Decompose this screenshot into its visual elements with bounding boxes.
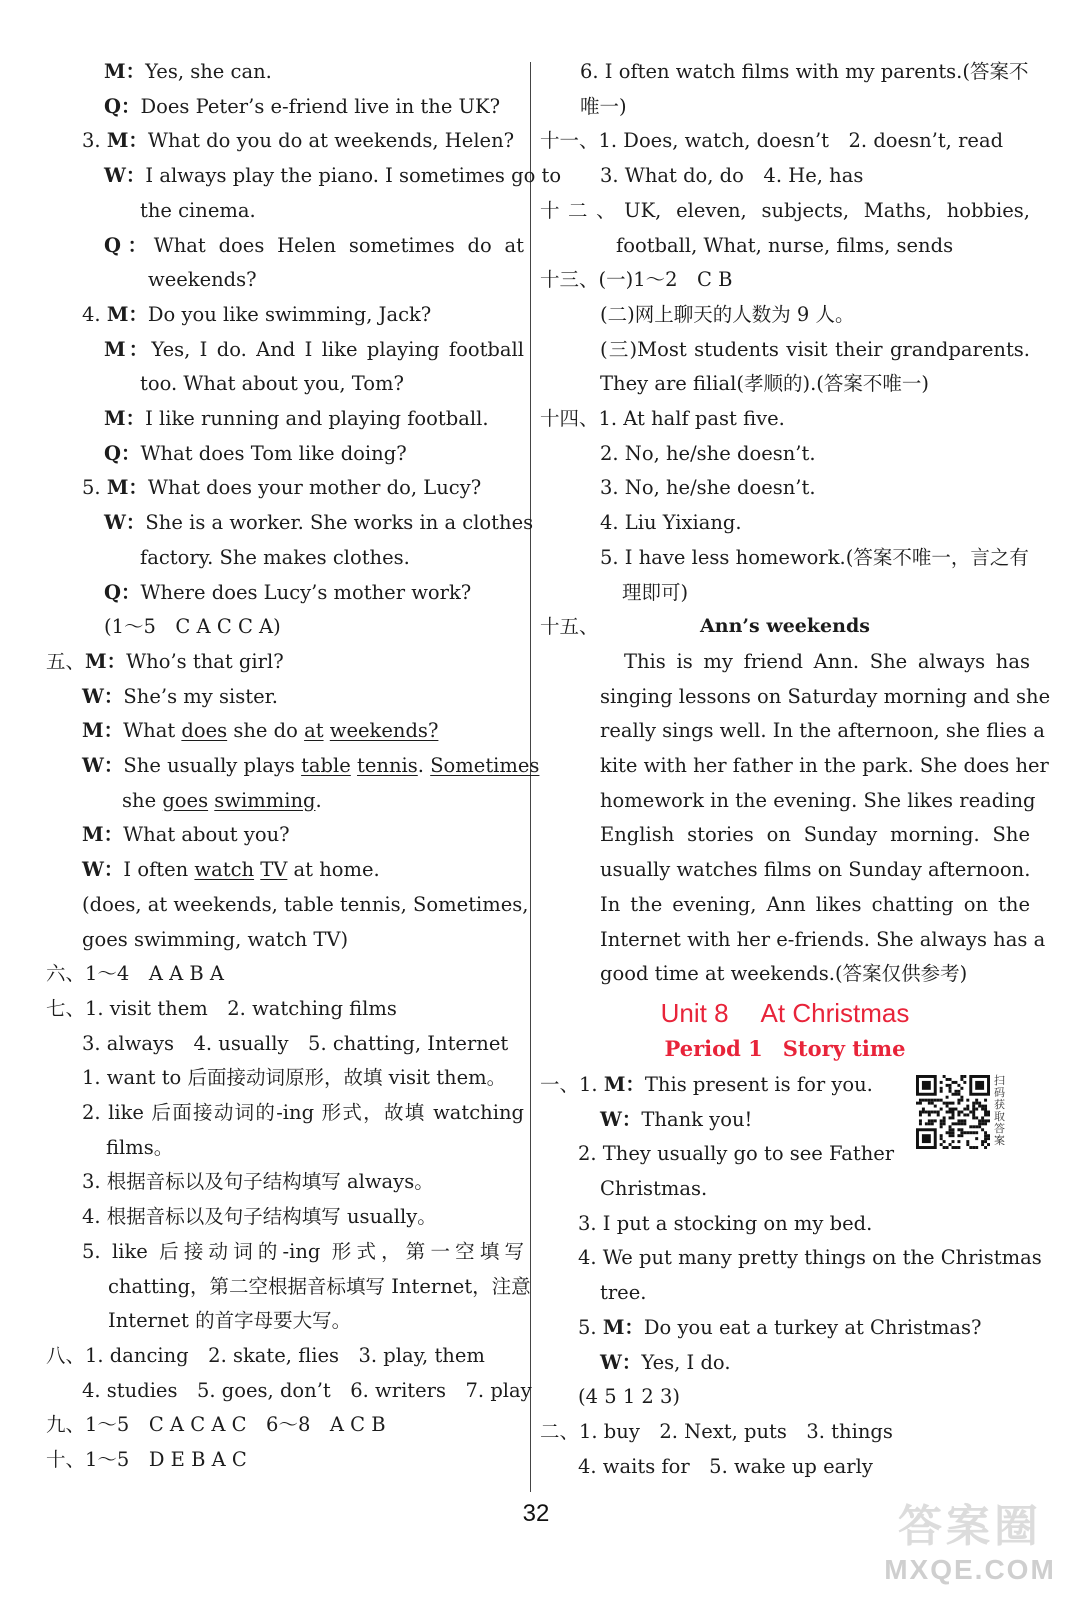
line-text: What about you? — [123, 823, 290, 847]
speaker-label: M — [85, 649, 107, 673]
text-line — [46, 1060, 524, 1095]
item-number: 5. — [578, 1315, 603, 1339]
underlined-answer: table — [301, 754, 351, 777]
colon: ： — [103, 754, 124, 777]
text-line — [46, 1130, 524, 1165]
line-text: In the evening, Ann likes chatting on the — [600, 892, 1030, 916]
text-line — [46, 1095, 524, 1130]
line-part: She usually plays — [123, 754, 302, 777]
line-text: 3. No, he/she doesn’t. — [600, 476, 816, 500]
line-text: She is a worker. She works in a clothes — [145, 511, 534, 535]
text-line — [540, 956, 1030, 991]
speaker-label: W — [600, 1350, 622, 1374]
line-text: Do you like swimming, Jack? — [147, 302, 432, 326]
colon: ： — [128, 129, 148, 153]
line-text: 4. We put many pretty things on the Christmas — [578, 1246, 1042, 1270]
text-line — [46, 89, 524, 124]
line-text: 2. No, he/she doesn’t. — [600, 441, 816, 465]
text-line — [46, 575, 524, 610]
speaker-label: W — [82, 858, 104, 882]
text-line — [46, 123, 524, 158]
qr-code-icon — [916, 1075, 990, 1149]
text-line — [46, 1338, 524, 1373]
text-line — [46, 470, 524, 505]
line-text: (1～5 C A C C A) — [104, 615, 281, 639]
underlined-answer: at — [304, 719, 324, 743]
item-number: 五、 — [46, 649, 86, 673]
line-text: I always play the piano. I sometimes go to — [145, 164, 562, 188]
line-text: 七、1. visit them 2. watching films — [46, 996, 397, 1020]
line-text: Internet 的首字母要大写。 — [108, 1309, 352, 1333]
text-line — [540, 575, 1030, 610]
line-text: 十、1～5 D E B A C — [46, 1448, 247, 1471]
text-line — [540, 1240, 1042, 1275]
text-line — [540, 540, 1030, 575]
text-line — [540, 297, 1030, 332]
line-text: Do you eat a turkey at Christmas? — [643, 1315, 982, 1339]
line-text: 2. like 后面接动词的-ing 形式，故填 watching — [82, 1101, 524, 1124]
text-line — [46, 956, 524, 991]
speaker-label: W — [104, 164, 126, 188]
line-part: she — [122, 788, 163, 812]
text-line — [46, 817, 524, 852]
speaker-label: W — [600, 1107, 622, 1131]
text-line — [46, 852, 524, 887]
line-text: Where does Lucy’s mother work? — [140, 580, 472, 604]
text-line — [540, 1171, 1030, 1206]
speaker-label: W — [82, 754, 104, 777]
speaker-label: M — [104, 407, 126, 430]
text-line — [46, 1026, 524, 1061]
text-line — [46, 609, 524, 644]
text-line — [46, 297, 524, 332]
text-line — [540, 679, 1051, 714]
line-text: (三)Most students visit their grandparents. — [600, 337, 1030, 361]
colon: ： — [624, 1315, 644, 1339]
line-text: 二、1. buy 2. Next, puts 3. things — [540, 1419, 893, 1443]
line-text: 八、1. dancing 2. skate, flies 3. play, them — [46, 1343, 485, 1367]
colon: ： — [128, 302, 148, 326]
colon: ： — [128, 476, 148, 500]
text-line — [540, 1275, 1030, 1310]
text-line — [540, 228, 1030, 263]
line-text: 3. always 4. usually 5. chatting, Internet — [82, 1031, 509, 1055]
line-text: 3. I put a stocking on my bed. — [578, 1211, 873, 1235]
watermark-cn: 答案圈 — [898, 1502, 1042, 1551]
line-text: What do you do at weekends, Helen? — [147, 129, 515, 153]
line-text: goes swimming, watch TV) — [82, 927, 349, 951]
line-text: What does Helen sometimes do at — [153, 233, 524, 257]
period-number: Period 1 — [664, 1035, 763, 1061]
text-line — [540, 505, 1030, 540]
line-text: They are filial(孝顺的).(答案不唯一) — [600, 372, 929, 396]
speaker-label: M — [82, 719, 104, 743]
text-line — [46, 1199, 524, 1234]
essay-title: Ann’s weekends — [700, 615, 870, 638]
text-line — [540, 193, 1030, 228]
text-line — [540, 1206, 1030, 1241]
line-text: football, What, nurse, films, sends — [616, 233, 954, 257]
line-text: English stories on Sunday morning. She — [600, 823, 1030, 847]
text-line — [540, 89, 1030, 124]
line-part: she do — [227, 719, 305, 743]
line-text: really sings well. In the afternoon, she flies a — [600, 719, 1045, 743]
underlined-answer: swimming — [214, 788, 316, 812]
line-text: 十二、UK, eleven, subjects, Maths, hobbies, — [540, 198, 1030, 222]
speaker-label: M — [603, 1072, 626, 1096]
line-text: 十四、1. At half past five. — [540, 407, 785, 430]
speaker-label: M — [104, 60, 126, 83]
page-number: 32 — [522, 1500, 550, 1527]
text-line — [46, 436, 524, 471]
colon: ： — [125, 511, 146, 535]
text-line — [46, 1303, 524, 1338]
line-text: 6. I often watch films with my parents.(答案不 — [580, 60, 1029, 83]
text-line — [540, 470, 1030, 505]
line-text: good time at weekends.(答案仅供参考) — [600, 962, 968, 986]
speaker-label: M — [106, 302, 129, 326]
text-line — [46, 991, 524, 1026]
text-line — [540, 887, 1030, 922]
text-line — [540, 436, 1030, 471]
text-line — [540, 1310, 1030, 1345]
text-line — [46, 193, 524, 228]
line-text: 4. waits for 5. wake up early — [578, 1454, 873, 1478]
text-line — [46, 228, 524, 263]
item-number: 一、1. — [540, 1072, 604, 1096]
line-text: This is my friend Ann. She always has — [600, 649, 1030, 673]
colon: ： — [121, 441, 141, 465]
colon: ： — [103, 684, 124, 708]
text-line — [540, 748, 1049, 783]
item-number: 5. — [82, 476, 107, 500]
speaker-label: M — [82, 823, 104, 847]
text-line — [46, 262, 524, 297]
speaker-label: Q — [104, 441, 121, 465]
line-text: 十五、 — [540, 615, 599, 639]
period-title: Story time — [782, 1035, 906, 1061]
speaker-label: W — [104, 511, 126, 535]
line-text: homework in the evening. She likes reading — [600, 788, 1036, 812]
speaker-label: Q — [104, 233, 121, 257]
line-text: usually watches films on Sunday afternoon. — [600, 858, 1031, 882]
colon: ： — [125, 337, 152, 361]
line-text: too. What about you, Tom? — [140, 372, 404, 396]
unit-title: At Christmas — [760, 997, 910, 1028]
item-number: 4. — [82, 302, 107, 326]
line-part: What — [123, 719, 182, 743]
underlined-answer: does — [181, 719, 228, 743]
text-line — [540, 262, 1030, 297]
unit-number: Unit 8 — [660, 997, 729, 1028]
line-text: 十一、1. Does, watch, doesn’t 2. doesn’t, read — [540, 129, 1004, 153]
colon: ： — [625, 1072, 645, 1096]
line-text: What does Tom like doing? — [140, 441, 407, 465]
text-line — [540, 852, 1030, 887]
text-line — [540, 644, 1030, 679]
line-text: Yes, I do. — [641, 1350, 731, 1374]
line-text: What does your mother do, Lucy? — [147, 476, 482, 500]
colon: ： — [621, 1107, 642, 1131]
line-text: Thank you! — [641, 1107, 753, 1131]
text-line — [540, 1345, 1030, 1380]
text-line — [540, 123, 1030, 158]
speaker-label: M — [104, 337, 126, 361]
text-line — [46, 332, 524, 367]
text-line — [540, 817, 1030, 852]
line-text: 3. 根据音标以及句子结构填写 always。 — [82, 1170, 434, 1194]
line-text: 十三、(一)1～2 C B — [540, 268, 733, 292]
text-line — [46, 713, 524, 748]
line-text: Yes, she can. — [145, 60, 272, 83]
colon: ： — [125, 407, 146, 430]
line-text: Yes, I do. And I like playing football — [151, 337, 524, 361]
colon: ： — [121, 580, 141, 604]
line-text: 六、1～4 A A B A — [46, 962, 224, 986]
text-line — [46, 540, 524, 575]
item-number: 3. — [82, 129, 107, 153]
colon: ： — [121, 233, 154, 257]
text-line — [46, 644, 524, 679]
watermark — [880, 1502, 1060, 1598]
line-text: 唯一) — [580, 94, 627, 118]
line-text: (二)网上聊天的人数为 9 人。 — [600, 302, 855, 326]
text-line — [540, 158, 1030, 193]
colon: ： — [103, 858, 124, 882]
line-text: 3. What do, do 4. He, has — [600, 164, 864, 188]
qr-caption: 扫码获取答案 — [994, 1074, 1005, 1147]
line-text: Christmas. — [600, 1177, 708, 1200]
colon: ： — [121, 94, 141, 118]
text-line — [46, 1164, 524, 1199]
line-part: . — [315, 788, 322, 812]
qr-code[interactable] — [916, 1075, 1012, 1149]
text-line — [46, 922, 524, 957]
text-line — [46, 1234, 524, 1269]
speaker-label: Q — [104, 94, 121, 118]
text-line — [540, 713, 1045, 748]
text-line — [46, 748, 540, 783]
line-part: . — [417, 754, 431, 777]
line-text: tree. — [600, 1281, 647, 1305]
colon: ： — [621, 1350, 642, 1374]
underlined-answer: Sometimes — [430, 754, 540, 777]
text-line — [46, 54, 524, 89]
line-text: chatting，第二空根据音标填写 Internet，注意 — [108, 1274, 531, 1298]
line-text: Who’s that girl? — [126, 649, 284, 673]
text-line — [46, 1442, 524, 1477]
speaker-label: Q — [104, 580, 121, 604]
line-text: 4. studies 5. goes, don’t 6. writers 7. play — [82, 1378, 532, 1402]
text-line — [46, 366, 524, 401]
text-line — [46, 401, 524, 436]
text-line — [540, 401, 1030, 436]
line-text: 理即可) — [622, 580, 689, 604]
line-text: Internet with her e-friends. She always has a — [600, 927, 1046, 951]
speaker-label: M — [602, 1315, 625, 1339]
colon: ： — [106, 649, 127, 673]
text-line — [46, 679, 524, 714]
text-line — [46, 505, 534, 540]
line-text: Does Peter’s e-friend live in the UK? — [140, 94, 501, 118]
line-text: singing lessons on Saturday morning and she — [600, 684, 1051, 708]
line-text: 5. like 后接动词的-ing 形式，第一空填写 — [82, 1239, 524, 1263]
speaker-label: M — [106, 476, 129, 500]
line-text: 5. I have less homework.(答案不唯一，言之有 — [600, 545, 1029, 569]
line-text: (does, at weekends, table tennis, Sometimes, — [82, 892, 529, 916]
line-text: the cinema. — [140, 198, 256, 222]
colon: ： — [103, 823, 124, 847]
line-text: I like running and playing football. — [145, 407, 489, 430]
line-text: weekends? — [148, 268, 257, 292]
line-text: 1. want to 后面接动词原形，故填 visit them。 — [82, 1066, 507, 1090]
text-line — [540, 1449, 1030, 1484]
text-line — [540, 332, 1030, 367]
text-line — [46, 1373, 532, 1408]
speaker-label: M — [106, 129, 129, 153]
text-line — [46, 783, 524, 818]
colon: ： — [125, 164, 146, 188]
line-part: I often — [123, 858, 195, 882]
text-line — [540, 783, 1036, 818]
text-line — [46, 158, 562, 193]
speaker-label: W — [82, 684, 104, 708]
line-text: 九、1～5 C A C A C 6～8 A C B — [46, 1413, 386, 1437]
text-line — [540, 54, 1030, 89]
underlined-answer: tennis — [357, 754, 418, 777]
text-line — [540, 609, 1030, 644]
line-text: factory. She makes clothes. — [140, 545, 410, 569]
text-line — [46, 887, 529, 922]
text-line — [540, 1379, 1030, 1414]
text-line — [540, 366, 1030, 401]
text-line — [46, 1269, 531, 1304]
colon: ： — [125, 60, 146, 83]
line-text: This present is for you. — [644, 1072, 873, 1096]
line-part: at home. — [287, 858, 380, 882]
line-text: films。 — [106, 1135, 174, 1159]
line-text: 4. Liu Yixiang. — [600, 511, 742, 535]
line-text: She’s my sister. — [123, 684, 278, 708]
watermark-en: MXQE.COM — [884, 1554, 1056, 1585]
colon: ： — [103, 719, 124, 743]
line-text: 4. 根据音标以及句子结构填写 usually。 — [82, 1205, 437, 1229]
text-line — [46, 1407, 524, 1442]
underlined-answer: weekends? — [329, 719, 439, 743]
unit-heading — [540, 993, 1030, 1033]
line-text: kite with her father in the park. She does her — [600, 754, 1049, 777]
underlined-answer: goes — [162, 788, 209, 812]
line-text: 2. They usually go to see Father — [578, 1142, 895, 1166]
underlined-answer: watch — [194, 858, 255, 882]
line-text: (4 5 1 2 3) — [578, 1385, 681, 1409]
underlined-answer: TV — [260, 858, 288, 882]
period-heading — [540, 1031, 1030, 1066]
text-line — [540, 922, 1046, 957]
text-line — [540, 1414, 1030, 1449]
